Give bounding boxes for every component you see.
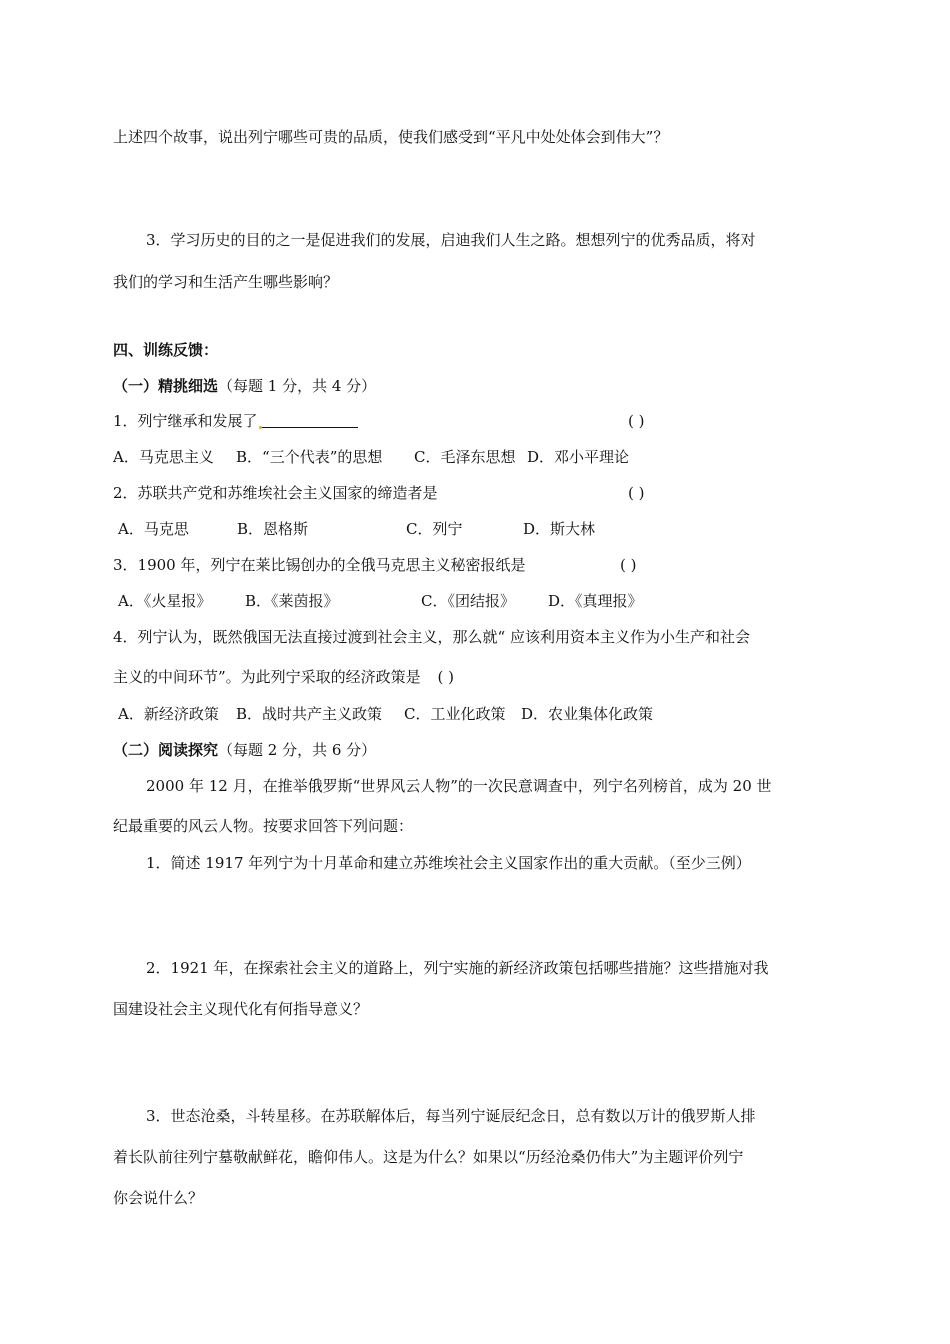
- mcq-2-option-a: A．马克思: [118, 520, 189, 538]
- mcq-2-option-b: B．恩格斯: [237, 520, 309, 538]
- mcq-1-option-c: C．毛泽东思想: [414, 448, 516, 466]
- question-2-tail: 上述四个故事，说出列宁哪些可贵的品质，使我们感受到“平凡中处处体会到伟大”？: [113, 128, 669, 146]
- mcq-1-stem: 1．列宁继承和发展了: [113, 411, 358, 431]
- mcq-3-option-b: B．《莱茵报》: [245, 592, 339, 610]
- mcq-4-option-d: D．农业集体化政策: [521, 705, 654, 723]
- mcq-4-option-a: A．新经济政策: [118, 705, 219, 723]
- part-2-title: （二）阅读探究: [113, 741, 219, 759]
- part-2-intro-line-2: 纪最重要的风云人物。按要求回答下列问题：: [113, 817, 414, 835]
- part-1-title: （一）精挑细选: [113, 377, 219, 395]
- mcq-4-option-c: C．工业化政策: [404, 705, 506, 723]
- section-4-title: 四、训练反馈：: [113, 341, 219, 359]
- mcq-1-option-a: A．马克思主义: [113, 448, 214, 466]
- mcq-3-option-c: C．《团结报》: [421, 592, 515, 610]
- part-1-score: （每题 1 分，共 4 分）: [218, 377, 377, 395]
- question-3-line-1: 3．学习历史的目的之一是促进我们的发展，启迪我们人生之路。想想列宁的优秀品质，将对: [146, 231, 756, 249]
- part-2-question-3-line-1: 3．世态沧桑，斗转星移。在苏联解体后，每当列宁诞辰纪念日，总有数以万计的俄罗斯人排: [146, 1107, 756, 1125]
- mcq-1-paren[interactable]: ( ): [628, 412, 645, 430]
- mcq-2-paren[interactable]: ( ): [628, 484, 645, 502]
- answer-blank[interactable]: [262, 413, 358, 428]
- mcq-4-paren[interactable]: ( ): [437, 668, 454, 686]
- mcq-3-paren[interactable]: ( ): [620, 556, 637, 574]
- part-2-question-3-line-2: 着长队前往列宁墓敬献鲜花，瞻仰伟人。这是为什么？如果以“历经沧桑仍伟大”为主题评价列宁: [113, 1148, 744, 1166]
- part-2-intro-line-1: 2000 年 12 月，在推举俄罗斯“世界风云人物”的一次民意调查中，列宁名列榜首，成为 20 世: [146, 777, 772, 795]
- part-2-question-1: 1．简述 1917 年列宁为十月革命和建立苏维埃社会主义国家作出的重大贡献。（至少三例）: [146, 854, 751, 872]
- mcq-4-stem-line-2: 主义的中间环节”。为此列宁采取的经济政策是 ( ): [113, 668, 454, 686]
- mcq-1-option-b: B．“三个代表”的思想: [236, 448, 383, 466]
- mcq-2-option-c: C．列宁: [406, 520, 463, 538]
- mcq-2-stem: 2．苏联共产党和苏维埃社会主义国家的缔造者是: [113, 484, 438, 502]
- mcq-3-option-d: D．《真理报》: [548, 592, 643, 610]
- mcq-4-option-b: B．战时共产主义政策: [236, 705, 383, 723]
- mcq-1-option-d: D．邓小平理论: [527, 448, 630, 466]
- part-2-question-2-line-2: 国建设社会主义现代化有何指导意义？: [113, 1000, 369, 1018]
- part-2-question-2-line-1: 2．1921 年，在探索社会主义的道路上，列宁实施的新经济政策包括哪些措施？这些措施对我: [146, 959, 769, 977]
- mcq-3-option-a: A．《火星报》: [118, 592, 212, 610]
- question-3-line-2: 我们的学习和生活产生哪些影响？: [113, 273, 339, 291]
- part-1-heading: [113, 376, 376, 396]
- mcq-3-stem: 3．1900 年，列宁在莱比锡创办的全俄马克思主义秘密报纸是: [113, 556, 526, 574]
- part-2-score: （每题 2 分，共 6 分）: [218, 741, 377, 759]
- mcq-4-stem-line-1: 4．列宁认为，既然俄国无法直接过渡到社会主义，那么就“ 应该利用资本主义作为小生产和社会: [113, 628, 750, 646]
- mcq-2-option-d: D．斯大林: [523, 520, 596, 538]
- part-2-heading: [113, 740, 376, 760]
- part-2-question-3-line-3: 你会说什么？: [113, 1189, 204, 1207]
